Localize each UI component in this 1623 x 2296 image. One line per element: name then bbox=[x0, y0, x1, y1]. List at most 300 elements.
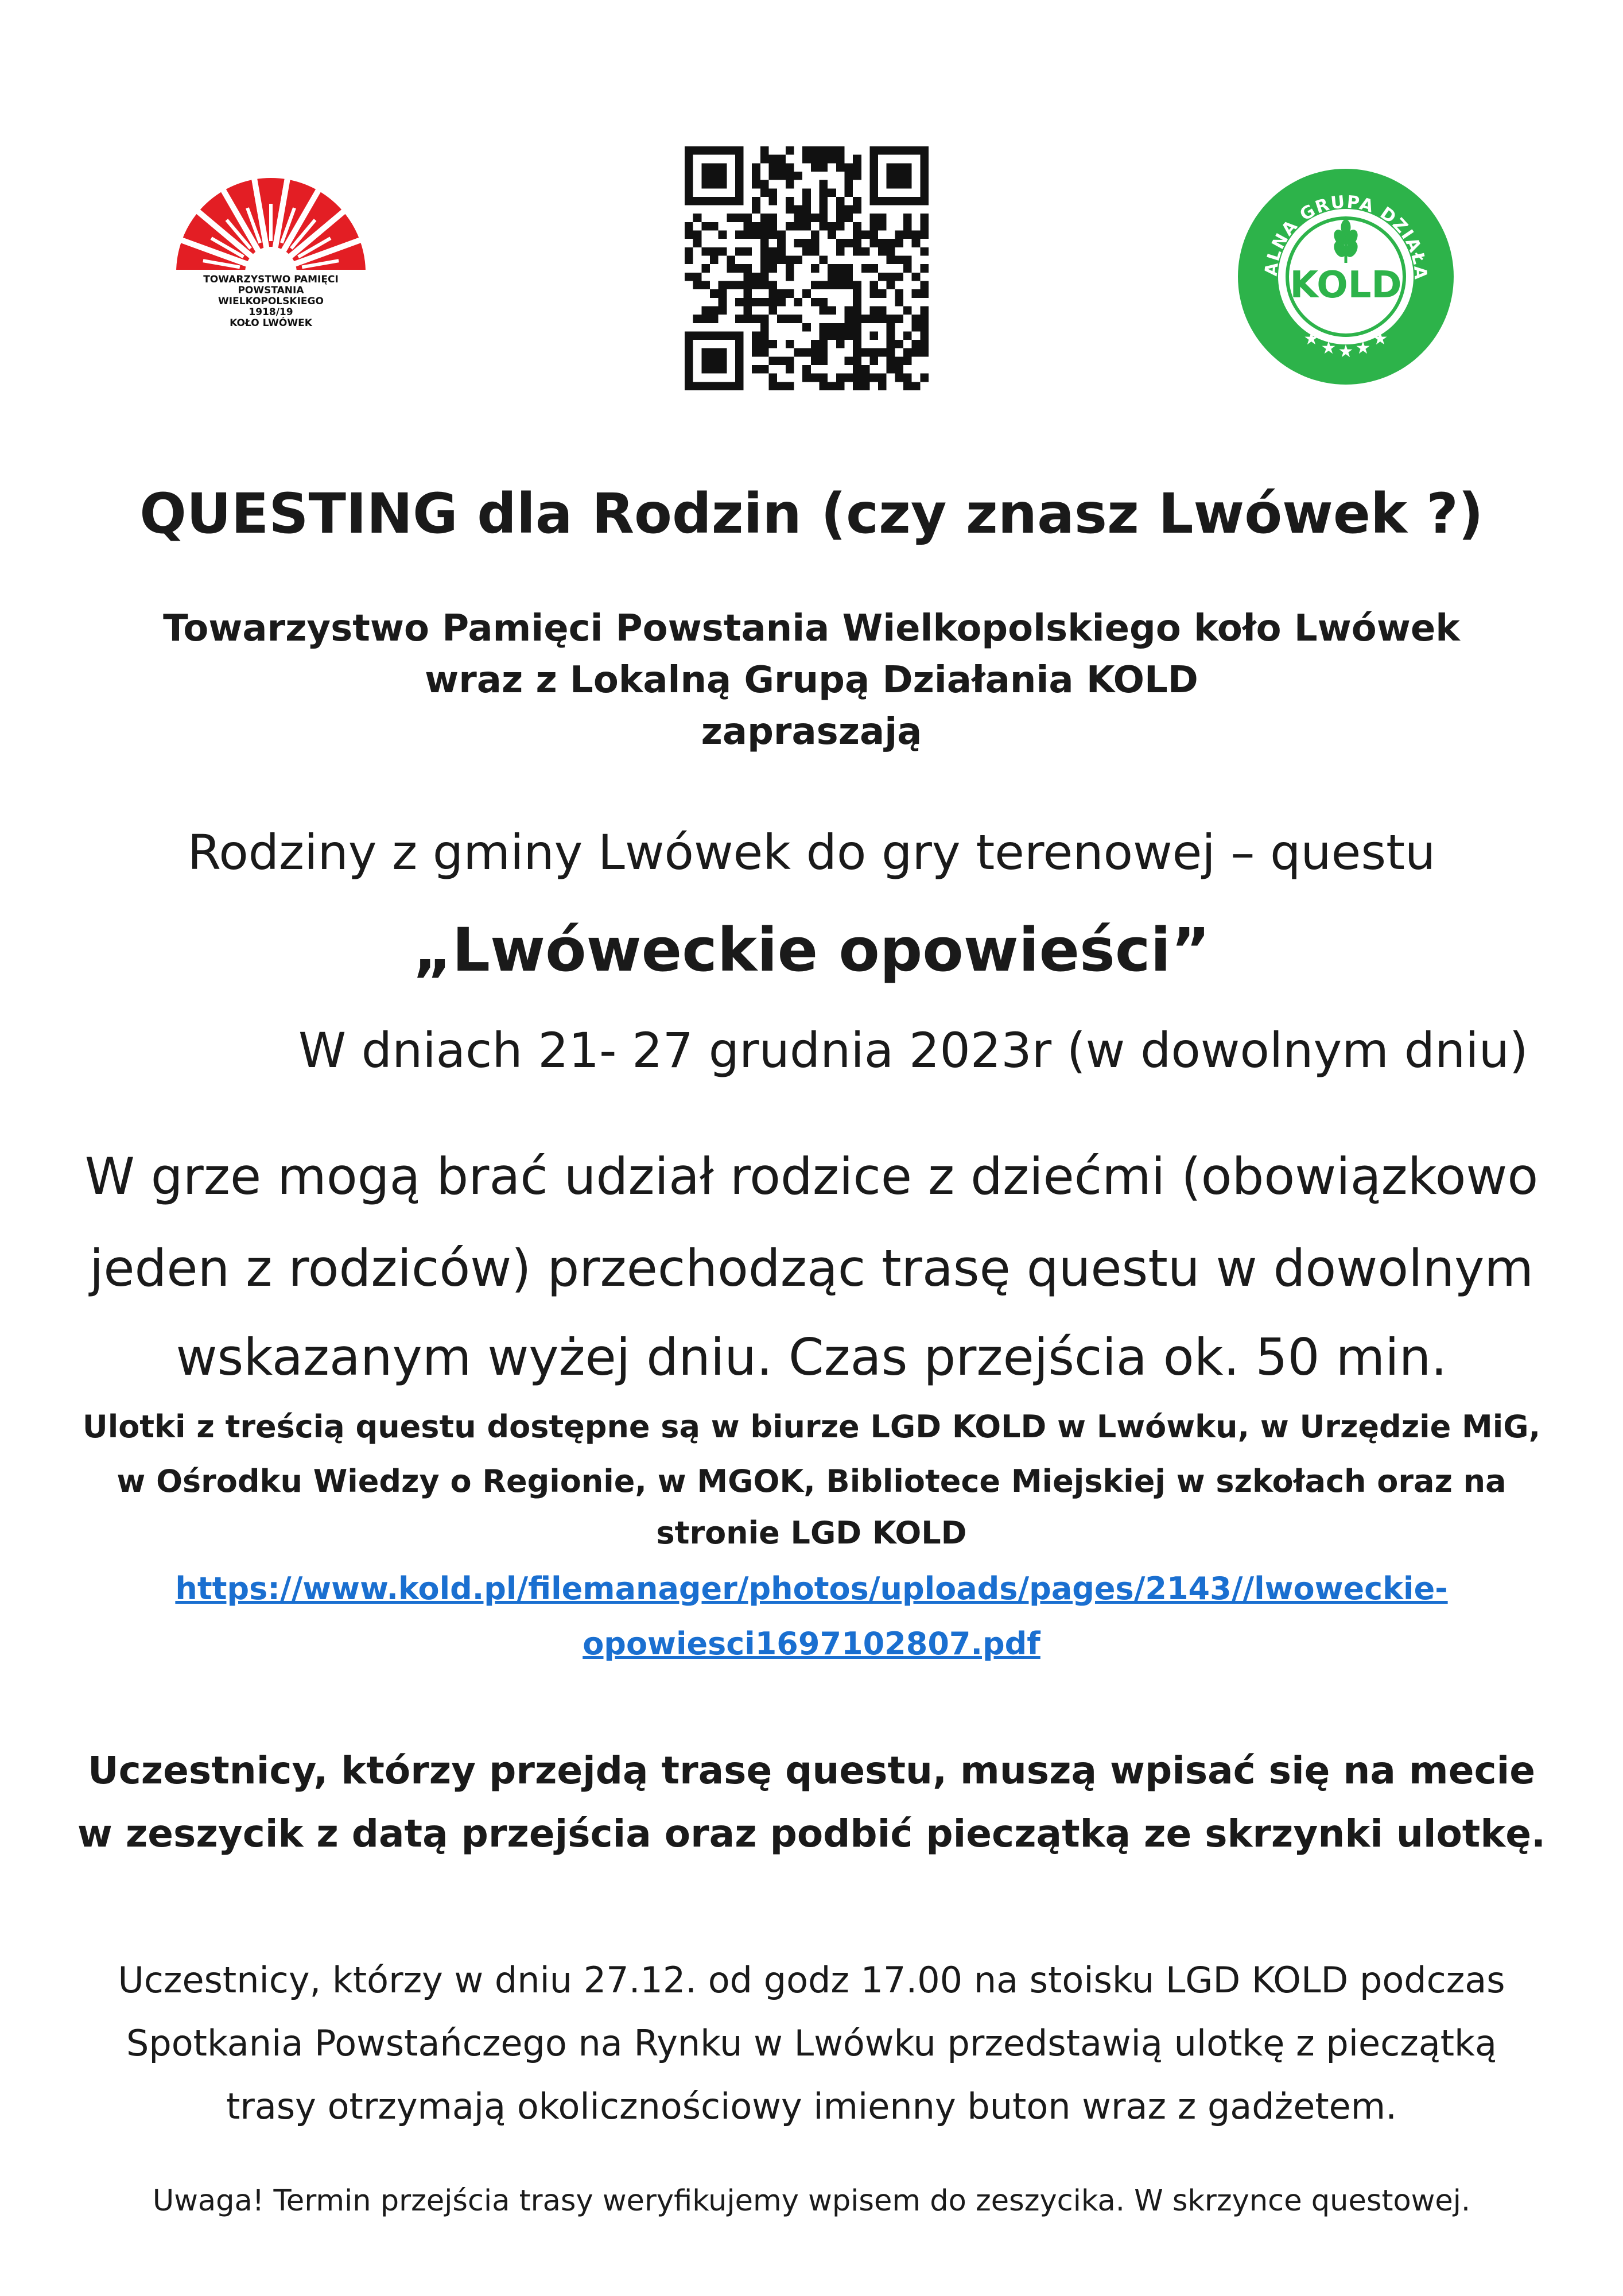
qr-module bbox=[710, 247, 719, 256]
qr-module bbox=[869, 374, 878, 382]
qr-module bbox=[869, 356, 878, 365]
qr-module bbox=[769, 264, 778, 273]
qr-module bbox=[869, 331, 878, 340]
qr-module bbox=[869, 281, 878, 289]
qr-module bbox=[710, 163, 719, 172]
qr-module bbox=[844, 356, 853, 365]
qr-module bbox=[802, 146, 811, 155]
qr-module bbox=[752, 340, 760, 348]
qr-module bbox=[811, 146, 820, 155]
qr-module bbox=[836, 247, 845, 256]
qr-module bbox=[853, 222, 861, 231]
qr-module bbox=[819, 306, 828, 315]
qr-module bbox=[869, 239, 878, 247]
qr-module bbox=[744, 315, 752, 323]
qr-module bbox=[836, 146, 845, 155]
qr-module bbox=[786, 315, 794, 323]
qr-module bbox=[819, 340, 828, 348]
qr-module bbox=[819, 197, 828, 205]
qr-module bbox=[844, 172, 853, 180]
qr-module bbox=[828, 264, 836, 273]
qr-module bbox=[895, 340, 903, 348]
qr-module bbox=[744, 231, 752, 239]
qr-module bbox=[802, 197, 811, 205]
qr-module bbox=[701, 331, 710, 340]
qr-module bbox=[802, 222, 811, 231]
body-line: wskazanym wyżej dniu. Czas przejścia ok. 50 min. bbox=[176, 1328, 1447, 1387]
qr-module bbox=[912, 197, 921, 205]
qr-module bbox=[912, 323, 921, 332]
qr-module bbox=[869, 315, 878, 323]
qr-module bbox=[836, 222, 845, 231]
qr-module bbox=[693, 281, 702, 289]
qr-module bbox=[878, 382, 887, 390]
qr-module bbox=[802, 348, 811, 357]
qr-module bbox=[811, 239, 820, 247]
qr-module bbox=[819, 146, 828, 155]
qr-module bbox=[786, 289, 794, 298]
qr-module bbox=[878, 222, 887, 231]
qr-module bbox=[802, 323, 811, 332]
qr-module bbox=[903, 264, 912, 273]
qr-module bbox=[685, 155, 693, 164]
qr-module bbox=[786, 197, 794, 205]
qr-module bbox=[794, 256, 803, 265]
qr-module bbox=[727, 382, 735, 390]
qr-module bbox=[735, 155, 744, 164]
qr-module bbox=[895, 289, 903, 298]
qr-module bbox=[887, 315, 895, 323]
qr-module bbox=[777, 256, 786, 265]
qr-module bbox=[719, 331, 727, 340]
qr-module bbox=[760, 340, 769, 348]
page-title: QUESTING dla Rodzin (czy znasz Lwówek ?) bbox=[139, 482, 1484, 546]
qr-module bbox=[853, 331, 861, 340]
qr-module bbox=[719, 163, 727, 172]
qr-module bbox=[861, 231, 870, 239]
qr-module bbox=[701, 281, 710, 289]
qr-module bbox=[769, 214, 778, 222]
qr-module bbox=[819, 331, 828, 340]
qr-module bbox=[869, 222, 878, 231]
qr-module bbox=[869, 306, 878, 315]
qr-module bbox=[701, 356, 710, 365]
qr-module bbox=[811, 356, 820, 365]
qr-module bbox=[878, 247, 887, 256]
qr-module bbox=[853, 231, 861, 239]
qr-module bbox=[752, 163, 760, 172]
qr-module bbox=[811, 374, 820, 382]
qr-module bbox=[895, 356, 903, 365]
qr-module bbox=[895, 365, 903, 374]
qr-module bbox=[685, 231, 693, 239]
tppw-logo-text bbox=[168, 274, 374, 329]
qr-module bbox=[735, 264, 744, 273]
qr-module bbox=[920, 214, 929, 222]
leaflet-line: stronie LGD KOLD bbox=[656, 1515, 967, 1551]
qr-module bbox=[853, 382, 861, 390]
qr-module bbox=[752, 281, 760, 289]
qr-module bbox=[861, 264, 870, 273]
qr-module bbox=[794, 315, 803, 323]
qr-module bbox=[760, 331, 769, 340]
qr-module bbox=[786, 356, 794, 365]
qr-module bbox=[853, 247, 861, 256]
qr-module bbox=[744, 281, 752, 289]
qr-module bbox=[920, 264, 929, 273]
qr-module bbox=[912, 239, 921, 247]
qr-module bbox=[710, 256, 719, 265]
qr-module bbox=[735, 298, 744, 307]
logo-line: WIELKOPOLSKIEGO bbox=[218, 296, 324, 307]
qr-module bbox=[777, 356, 786, 365]
qr-module bbox=[844, 315, 853, 323]
invite-line: Rodziny z gminy Lwówek do gry terenowej – questu bbox=[187, 824, 1436, 881]
qr-module bbox=[836, 331, 845, 340]
dates-line: W dniach 21- 27 grudnia 2023r (w dowolnym dniu) bbox=[298, 1022, 1528, 1079]
qr-module bbox=[895, 231, 903, 239]
qr-module bbox=[920, 231, 929, 239]
qr-module bbox=[744, 289, 752, 298]
qr-module bbox=[794, 298, 803, 307]
qr-module bbox=[819, 323, 828, 332]
qr-module bbox=[752, 231, 760, 239]
qr-module bbox=[828, 281, 836, 289]
qr-module bbox=[920, 315, 929, 323]
qr-module bbox=[903, 197, 912, 205]
qr-code-icon bbox=[685, 146, 929, 390]
qr-module bbox=[836, 281, 845, 289]
qr-module bbox=[752, 298, 760, 307]
qr-module bbox=[744, 273, 752, 281]
qr-module bbox=[878, 348, 887, 357]
qr-module bbox=[710, 172, 719, 180]
qr-module bbox=[786, 273, 794, 281]
qr-module bbox=[853, 172, 861, 180]
qr-module bbox=[920, 281, 929, 289]
qr-module bbox=[685, 172, 693, 180]
qr-module bbox=[836, 239, 845, 247]
qr-module bbox=[760, 365, 769, 374]
qr-module bbox=[710, 306, 719, 315]
qr-module bbox=[701, 222, 710, 231]
qr-module bbox=[735, 348, 744, 357]
qr-module bbox=[920, 163, 929, 172]
qr-module bbox=[802, 289, 811, 298]
qr-module bbox=[819, 281, 828, 289]
qr-module bbox=[693, 214, 702, 222]
qr-module bbox=[769, 222, 778, 231]
qr-module bbox=[701, 180, 710, 189]
qr-module bbox=[701, 365, 710, 374]
notice-line: w zeszycik z datą przejścia oraz podbić pieczątką ze skrzynki ulotkę. bbox=[77, 1812, 1546, 1856]
qr-module bbox=[836, 340, 845, 348]
qr-module bbox=[769, 306, 778, 315]
qr-module bbox=[719, 247, 727, 256]
qr-module bbox=[719, 180, 727, 189]
qr-module bbox=[786, 365, 794, 374]
qr-module bbox=[895, 273, 903, 281]
qr-module bbox=[760, 222, 769, 231]
qr-module bbox=[887, 331, 895, 340]
qr-module bbox=[811, 340, 820, 348]
qr-module bbox=[760, 323, 769, 332]
qr-module bbox=[752, 172, 760, 180]
qr-module bbox=[760, 264, 769, 273]
qr-module bbox=[887, 197, 895, 205]
qr-module bbox=[786, 264, 794, 273]
qr-module bbox=[693, 231, 702, 239]
qr-module bbox=[869, 146, 878, 155]
qr-module bbox=[895, 146, 903, 155]
svg-text:★: ★ bbox=[1321, 338, 1337, 358]
qr-module bbox=[701, 172, 710, 180]
qr-module bbox=[701, 306, 710, 315]
qr-module bbox=[912, 146, 921, 155]
qr-module bbox=[819, 298, 828, 307]
qr-module bbox=[710, 315, 719, 323]
qr-module bbox=[819, 155, 828, 164]
kold-badge-icon bbox=[1236, 166, 1456, 387]
qr-module bbox=[693, 273, 702, 281]
qr-module bbox=[887, 163, 895, 172]
qr-module bbox=[861, 374, 870, 382]
qr-module bbox=[903, 214, 912, 222]
qr-module bbox=[701, 163, 710, 172]
qr-module bbox=[727, 331, 735, 340]
qr-module bbox=[920, 306, 929, 315]
qr-module bbox=[903, 382, 912, 390]
qr-module bbox=[752, 197, 760, 205]
qr-module bbox=[719, 146, 727, 155]
qr-module bbox=[836, 214, 845, 222]
qr-module bbox=[912, 315, 921, 323]
qr-module bbox=[869, 289, 878, 298]
qr-code bbox=[685, 146, 929, 390]
qr-module bbox=[887, 256, 895, 265]
kold-logo bbox=[1236, 166, 1456, 387]
qr-module bbox=[903, 222, 912, 231]
qr-module bbox=[802, 188, 811, 197]
qr-module bbox=[777, 231, 786, 239]
prize-line: Spotkania Powstańczego na Rynku w Lwówku przedstawią ulotkę z pieczątką bbox=[126, 2022, 1497, 2064]
qr-module bbox=[777, 298, 786, 307]
qr-module bbox=[811, 264, 820, 273]
qr-module bbox=[794, 222, 803, 231]
logo-line: TOWARZYSTWO PAMIĘCI bbox=[203, 274, 339, 285]
qr-module bbox=[828, 306, 836, 315]
qr-module bbox=[819, 188, 828, 197]
qr-module bbox=[819, 374, 828, 382]
qr-module bbox=[786, 382, 794, 390]
qr-module bbox=[735, 281, 744, 289]
qr-module bbox=[760, 348, 769, 357]
qr-module bbox=[895, 197, 903, 205]
qr-module bbox=[869, 348, 878, 357]
qr-module bbox=[853, 374, 861, 382]
qr-module bbox=[735, 188, 744, 197]
qr-module bbox=[769, 155, 778, 164]
qr-module bbox=[819, 356, 828, 365]
leaflet-line: Ulotki z treścią questu dostępne są w biurze LGD KOLD w Lwówku, w Urzędzie MiG, bbox=[82, 1409, 1541, 1445]
qr-module bbox=[811, 231, 820, 239]
qr-module bbox=[887, 365, 895, 374]
qr-module bbox=[836, 323, 845, 332]
qr-module bbox=[853, 323, 861, 332]
qr-module bbox=[769, 289, 778, 298]
qr-module bbox=[853, 281, 861, 289]
qr-module bbox=[869, 231, 878, 239]
qr-module bbox=[710, 382, 719, 390]
qr-module bbox=[878, 315, 887, 323]
qr-module bbox=[685, 163, 693, 172]
qr-module bbox=[903, 256, 912, 265]
qr-module bbox=[887, 172, 895, 180]
qr-module bbox=[903, 172, 912, 180]
qr-module bbox=[828, 331, 836, 340]
qr-module bbox=[719, 382, 727, 390]
qr-module bbox=[828, 231, 836, 239]
qr-module bbox=[752, 315, 760, 323]
qr-module bbox=[844, 273, 853, 281]
qr-module bbox=[912, 289, 921, 298]
qr-module bbox=[819, 205, 828, 214]
qr-module bbox=[920, 374, 929, 382]
qr-module bbox=[836, 205, 845, 214]
qr-module bbox=[878, 273, 887, 281]
qr-module bbox=[752, 348, 760, 357]
qr-module bbox=[701, 315, 710, 323]
qr-module bbox=[828, 382, 836, 390]
leaflet-line: w Ośrodku Wiedzy o Regionie, w MGOK, Bibliotece Miejskiej w szkołach oraz na bbox=[117, 1463, 1506, 1499]
qr-module bbox=[701, 382, 710, 390]
qr-module bbox=[710, 180, 719, 189]
qr-module bbox=[828, 146, 836, 155]
qr-module bbox=[802, 374, 811, 382]
qr-module bbox=[769, 374, 778, 382]
qr-module bbox=[744, 247, 752, 256]
qr-module bbox=[836, 197, 845, 205]
qr-module bbox=[811, 155, 820, 164]
qr-module bbox=[794, 205, 803, 214]
qr-module bbox=[836, 382, 845, 390]
qr-module bbox=[861, 315, 870, 323]
qr-module bbox=[819, 163, 828, 172]
qr-module bbox=[752, 222, 760, 231]
qr-module bbox=[903, 356, 912, 365]
qr-module bbox=[760, 239, 769, 247]
qr-module bbox=[685, 247, 693, 256]
qr-module bbox=[811, 247, 820, 256]
qr-module bbox=[760, 155, 769, 164]
qr-module bbox=[811, 214, 820, 222]
qr-module bbox=[719, 306, 727, 315]
qr-module bbox=[710, 146, 719, 155]
svg-text:★: ★ bbox=[1338, 342, 1354, 362]
qr-module bbox=[760, 315, 769, 323]
qr-module bbox=[769, 340, 778, 348]
qr-module bbox=[844, 281, 853, 289]
qr-module bbox=[811, 298, 820, 307]
qr-module bbox=[777, 163, 786, 172]
qr-module bbox=[744, 298, 752, 307]
leaflet-link[interactable]: opowiesci1697102807.pdf bbox=[583, 1626, 1040, 1662]
qr-module bbox=[710, 365, 719, 374]
qr-module bbox=[794, 348, 803, 357]
qr-module bbox=[760, 298, 769, 307]
leaflet-link[interactable]: https://www.kold.pl/filemanager/photos/uploads/pages/2143//lwoweckie- bbox=[175, 1570, 1448, 1607]
qr-module bbox=[752, 365, 760, 374]
qr-module bbox=[685, 273, 693, 281]
qr-module bbox=[912, 348, 921, 357]
qr-module bbox=[685, 374, 693, 382]
qr-module bbox=[693, 382, 702, 390]
qr-module bbox=[844, 180, 853, 189]
qr-module bbox=[895, 256, 903, 265]
qr-module bbox=[727, 264, 735, 273]
qr-module bbox=[786, 340, 794, 348]
qr-module bbox=[887, 239, 895, 247]
qr-module bbox=[853, 365, 861, 374]
qr-module bbox=[719, 348, 727, 357]
qr-module bbox=[802, 247, 811, 256]
logo-line: KOŁO LWÓWEK bbox=[230, 317, 312, 329]
qr-module bbox=[769, 172, 778, 180]
qr-module bbox=[836, 163, 845, 172]
qr-module bbox=[735, 247, 744, 256]
qr-module bbox=[802, 214, 811, 222]
qr-module bbox=[844, 331, 853, 340]
logo-line: POWSTANIA bbox=[238, 285, 304, 296]
qr-module bbox=[920, 197, 929, 205]
qr-module bbox=[903, 231, 912, 239]
kold-center-text: KOLD bbox=[1290, 264, 1402, 307]
qr-module bbox=[727, 197, 735, 205]
qr-module bbox=[869, 163, 878, 172]
qr-module bbox=[685, 382, 693, 390]
qr-module bbox=[786, 163, 794, 172]
qr-module bbox=[760, 214, 769, 222]
qr-module bbox=[752, 331, 760, 340]
qr-module bbox=[828, 273, 836, 281]
qr-module bbox=[920, 188, 929, 197]
svg-text:★: ★ bbox=[1303, 329, 1319, 349]
qr-module bbox=[887, 323, 895, 332]
qr-module bbox=[735, 197, 744, 205]
qr-module bbox=[760, 273, 769, 281]
qr-module bbox=[903, 146, 912, 155]
qr-module bbox=[685, 340, 693, 348]
qr-module bbox=[844, 323, 853, 332]
qr-module bbox=[920, 180, 929, 189]
qr-module bbox=[685, 188, 693, 197]
qr-module bbox=[878, 146, 887, 155]
qr-module bbox=[710, 348, 719, 357]
qr-module bbox=[920, 348, 929, 357]
qr-module bbox=[895, 180, 903, 189]
qr-module bbox=[752, 180, 760, 189]
qr-module bbox=[912, 382, 921, 390]
qr-module bbox=[903, 163, 912, 172]
qr-module bbox=[735, 315, 744, 323]
qr-module bbox=[828, 323, 836, 332]
qr-module bbox=[744, 222, 752, 231]
qr-module bbox=[920, 222, 929, 231]
qr-module bbox=[777, 289, 786, 298]
qr-module bbox=[710, 289, 719, 298]
qr-module bbox=[861, 247, 870, 256]
qr-module bbox=[777, 239, 786, 247]
